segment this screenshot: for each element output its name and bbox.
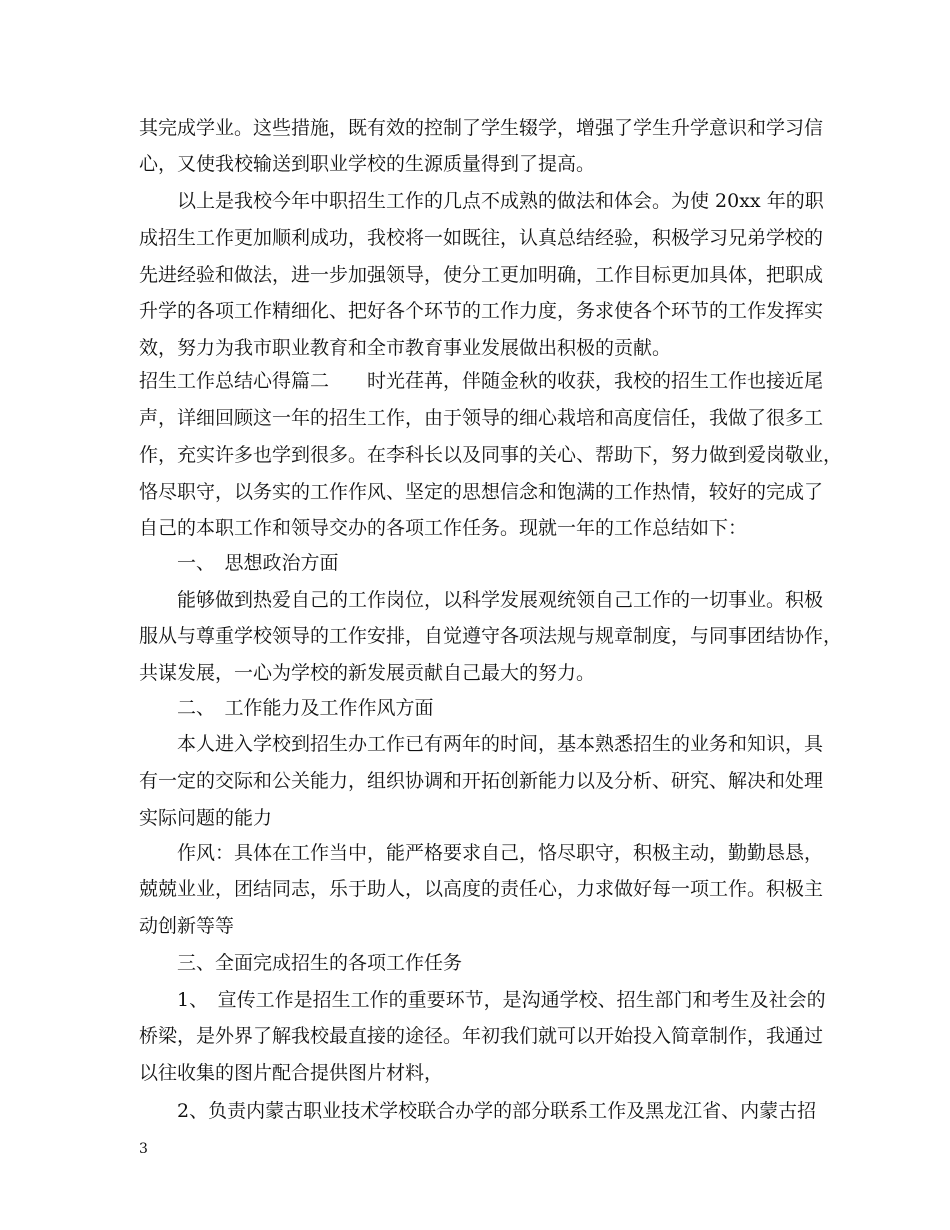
text-line: 能够做到热爱自己的工作岗位，以科学发展观统领自己工作的一切事业。积极 [177, 589, 824, 611]
text-line: 1、 宣传工作是招生工作的重要环节，是沟通学校、招生部门和考生及社会的 [177, 989, 826, 1011]
text-line: 实际问题的能力 [139, 807, 273, 829]
text-line: 其完成学业。这些措施，既有效的控制了学生辍学，增强了学生升学意识和学习信 [139, 117, 824, 139]
text-line: 自己的本职工作和领导交办的各项工作任务。现就一年的工作总结如下： [139, 517, 748, 539]
text-line: 心，又使我校输送到职业学校的生源质量得到了提高。 [139, 153, 596, 175]
text-line: 服从与尊重学校领导的工作安排，自觉遵守各项法规与规章制度，与同事团结协作， [139, 625, 843, 647]
text-line: 桥梁，是外界了解我校最直接的途径。年初我们就可以开始投入简章制作，我通过 [139, 1025, 824, 1047]
text-line: 有一定的交际和公关能力，组织协调和开拓创新能力以及分析、研究、解决和处理 [139, 770, 824, 792]
page-number: 3 [139, 1141, 148, 1157]
text-line: 成招生工作更加顺利成功，我校将一如既往，认真总结经验，积极学习兄弟学校的 [139, 227, 824, 249]
text-line: 兢兢业业，团结同志，乐于助人，以高度的责任心，力求做好每一项工作。积极主 [139, 878, 824, 900]
text-line: 招生工作总结心得篇二 时光荏苒，伴随金秋的收获，我校的招生工作也接近尾 [139, 370, 824, 392]
text-line: 作，充实许多也学到很多。在李科长以及同事的关心、帮助下，努力做到爱岗敬业， [139, 444, 843, 466]
text-line: 升学的各项工作精细化、把好各个环节的工作力度，务求使各个环节的工作发挥实 [139, 300, 824, 322]
text-line: 作风：具体在工作当中，能严格要求自己，恪尽职守，积极主动，勤勤恳恳， [177, 842, 824, 864]
text-line: 先进经验和做法，进一步加强领导，使分工更加明确，工作目标更加具体，把职成 [139, 264, 824, 286]
text-line: 以往收集的图片配合提供图片材料， [139, 1062, 444, 1084]
text-line: 2、负责内蒙古职业技术学校联合办学的部分联系工作及黑龙江省、内蒙古招 [177, 1100, 817, 1122]
section-heading: 一、 思想政治方面 [177, 552, 339, 574]
text-line: 以上是我校今年中职招生工作的几点不成熟的做法和体会。为使 20xx 年的职 [177, 190, 824, 212]
text-line: 共谋发展，一心为学校的新发展贡献自己最大的努力。 [139, 662, 596, 684]
text-line: 效，努力为我市职业教育和全市教育事业发展做出积极的贡献。 [139, 337, 672, 359]
text-line: 恪尽职守，以务实的工作作风、坚定的思想信念和饱满的工作热情，较好的完成了 [139, 481, 824, 503]
section-heading: 三、全面完成招生的各项工作任务 [177, 952, 463, 974]
section-heading: 二、 工作能力及工作作风方面 [177, 697, 434, 719]
text-line: 本人进入学校到招生办工作已有两年的时间，基本熟悉招生的业务和知识，具 [177, 733, 824, 755]
text-line: 动创新等等 [139, 915, 235, 937]
text-line: 声，详细回顾这一年的招生工作，由于领导的细心栽培和高度信任，我做了很多工 [139, 407, 824, 429]
